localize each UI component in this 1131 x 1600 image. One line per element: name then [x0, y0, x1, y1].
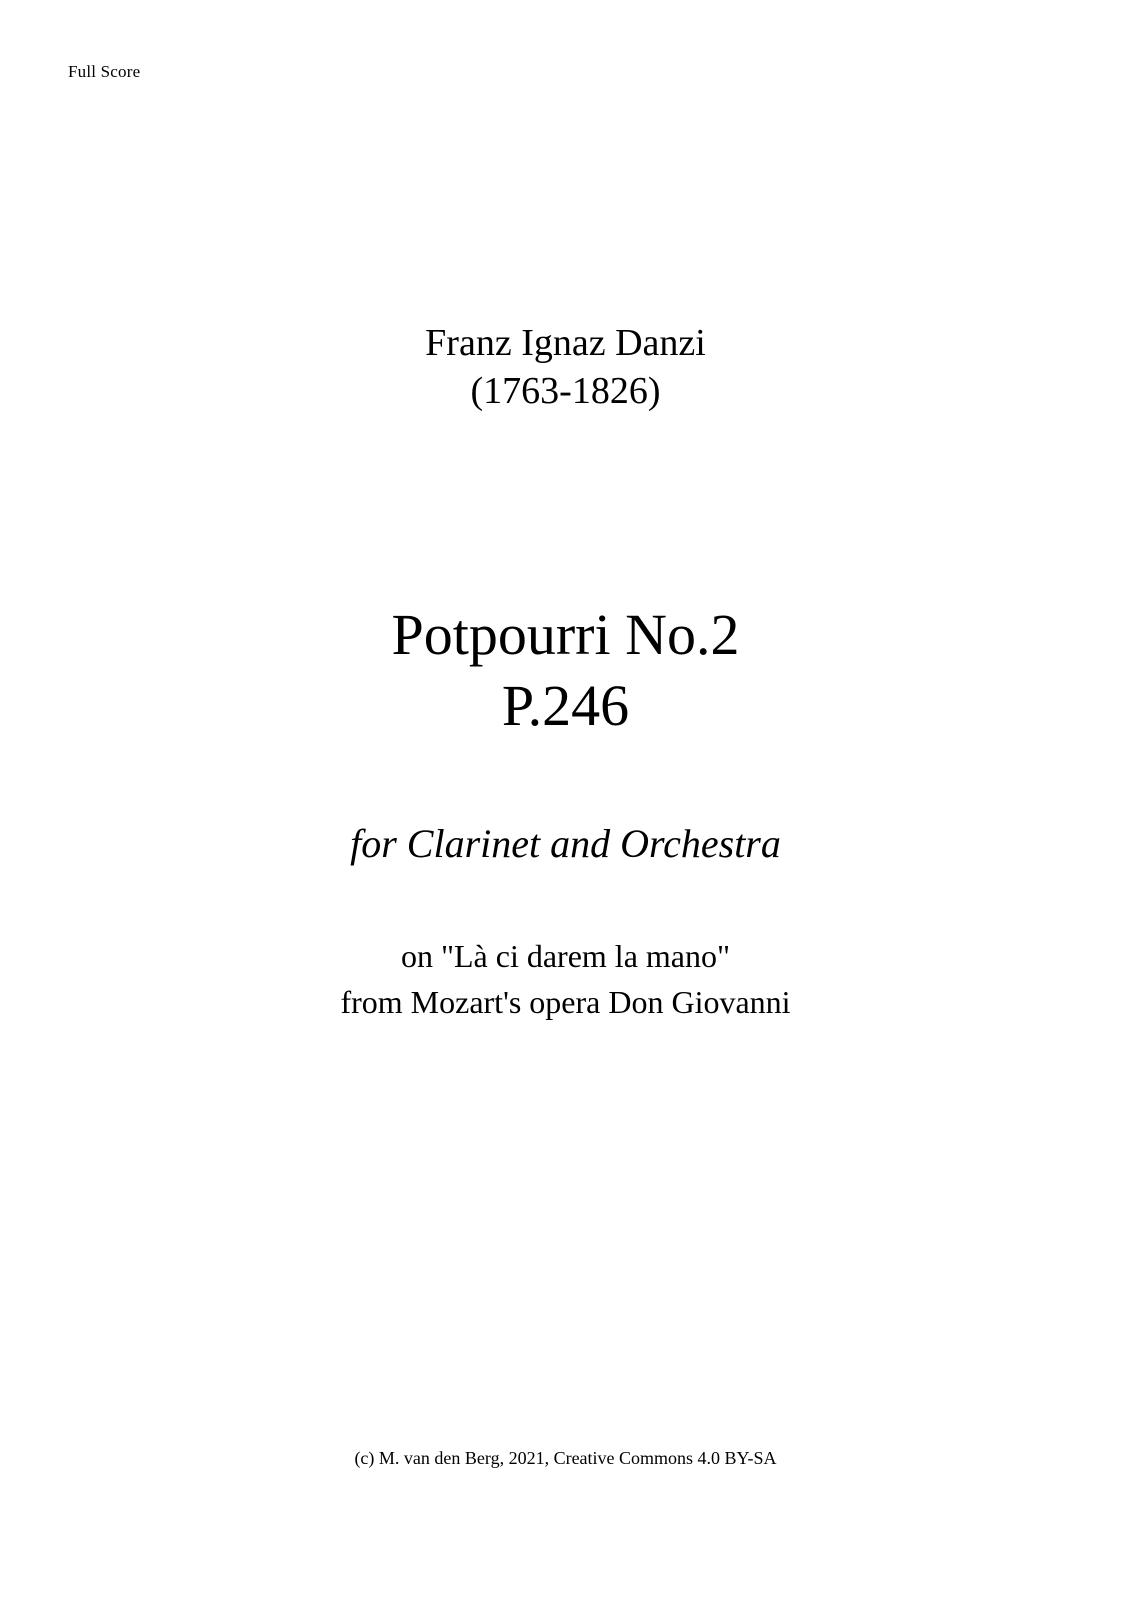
instrumentation-subtitle: for Clarinet and Orchestra	[350, 820, 781, 866]
score-type-label: Full Score	[68, 62, 141, 81]
page-title: Potpourri No.2	[391, 602, 740, 667]
composer-dates: (1763-1826)	[470, 369, 661, 412]
source-line-primary: on "Là ci darem la mano"	[400, 937, 731, 974]
composer-name: Franz Ignaz Danzi	[425, 322, 706, 364]
source-line-secondary: from Mozart's opera Don Giovanni	[340, 983, 791, 1020]
copyright-notice: (c) M. van den Berg, 2021, Creative Commons 4.0 BY-SA	[354, 1448, 777, 1468]
catalogue-number: P.246	[501, 672, 630, 738]
title-block	[0, 320, 1131, 1025]
